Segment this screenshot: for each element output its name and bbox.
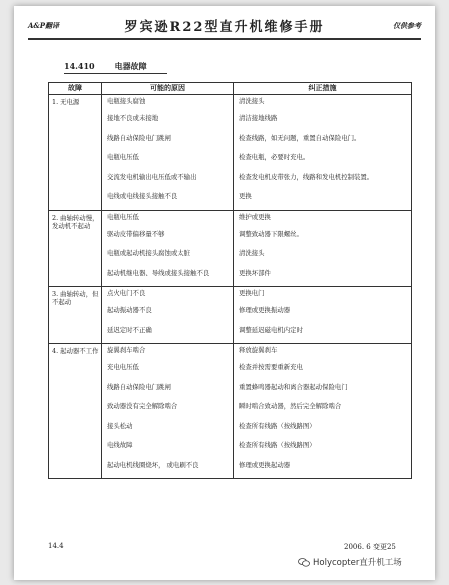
section-number: 14.410 xyxy=(64,61,95,71)
corrective-action: 清洁接地线路 xyxy=(239,114,278,122)
revision-info: 2006. 6 变更25 xyxy=(344,543,396,551)
page-header xyxy=(28,16,421,40)
corrective-action: 检查电瓶，必要时充电。 xyxy=(239,153,310,161)
watermark xyxy=(298,556,402,568)
possible-cause: 充电电压低 xyxy=(107,363,139,371)
corrective-action: 维护或更换 xyxy=(239,212,271,221)
action-cell xyxy=(234,210,412,287)
possible-cause: 电瓶或起动机接头腐蚀或太脏 xyxy=(107,249,191,257)
action-cell xyxy=(234,287,412,344)
disclaimer-label: 仅供参考 xyxy=(393,21,421,30)
corrective-action: 检查发电机皮带张力，线路和发电机控制装置。 xyxy=(239,172,374,181)
possible-cause: 电线故障 xyxy=(107,441,133,449)
watermark-text: Holycopter直升机工场 xyxy=(313,558,402,568)
table-row xyxy=(49,95,412,211)
possible-cause: 线路自动保险电门跳闸 xyxy=(107,133,171,142)
corrective-action: 释放旋翼刹车 xyxy=(239,346,278,354)
possible-cause: 接头松动 xyxy=(107,421,133,430)
possible-cause: 致动器没有完全解除啮合 xyxy=(107,402,178,410)
corrective-action: 瞬时啮合致动器，然后完全解除啮合 xyxy=(239,402,342,410)
corrective-action: 清洗接头 xyxy=(239,97,265,105)
table-header-row xyxy=(49,83,412,95)
manual-title: 罗宾逊R22型直升机维修手册 xyxy=(124,20,325,35)
manual-page xyxy=(14,6,435,580)
possible-cause: 点火电门不良 xyxy=(107,289,146,297)
corrective-action: 检查所有线路（按线路图） xyxy=(239,421,316,430)
section-title: 电器故障 xyxy=(114,61,147,71)
corrective-action: 清洗接头 xyxy=(239,249,265,257)
fault-name: 4. 起动器不工作 xyxy=(52,347,99,355)
possible-cause: 延迟定时不正确 xyxy=(107,325,152,334)
possible-cause: 起动电机线圈烧坏， 或电刷不良 xyxy=(107,460,199,469)
possible-cause: 接地不良或未接地 xyxy=(107,114,159,122)
corrective-action: 调整致动器下限螺丝。 xyxy=(239,229,303,238)
corrective-action: 调整延迟磁电机内定时 xyxy=(239,325,303,334)
possible-cause: 交流发电机输出电压低或不输出 xyxy=(107,172,197,181)
column-header-fault: 故障 xyxy=(49,83,102,95)
cause-cell xyxy=(102,287,234,344)
table-row xyxy=(49,344,412,479)
possible-cause: 电线或电线接头接触不良 xyxy=(107,192,178,200)
corrective-action: 更换 xyxy=(239,192,252,200)
page-number: 14.4 xyxy=(48,542,64,550)
corrective-action: 检查线路，如无问题，重置自动保险电门。 xyxy=(239,133,361,142)
action-cell xyxy=(234,344,412,479)
wechat-icon xyxy=(298,558,310,567)
corrective-action: 重置蜂鸣器起动和离合器起动保险电门 xyxy=(239,382,348,391)
fault-cell xyxy=(49,287,102,344)
corrective-action: 检查并按需要重新充电 xyxy=(239,363,303,371)
possible-cause: 起动振动器不良 xyxy=(107,306,152,314)
column-header-cause: 可能的原因 xyxy=(102,83,234,95)
cause-cell xyxy=(102,344,234,479)
possible-cause: 电瓶电压低 xyxy=(107,153,139,161)
fault-name: 2. 曲轴转动慢，发动机不起动 xyxy=(52,213,99,230)
corrective-action: 检查所有线路（按线路图） xyxy=(239,441,316,449)
section-heading xyxy=(64,61,167,74)
possible-cause: 电瓶电压低 xyxy=(107,212,139,221)
column-header-action: 纠正措施 xyxy=(234,83,412,95)
fault-cell xyxy=(49,95,102,211)
cause-cell xyxy=(102,95,234,211)
corrective-action: 更换坏部件 xyxy=(239,268,271,277)
fault-name: 3. 曲轴转动，但不起动 xyxy=(52,290,99,306)
corrective-action: 修理或更换起动器 xyxy=(239,460,291,469)
translator-label: A&P翻译 xyxy=(28,21,60,30)
cause-cell xyxy=(102,210,234,287)
corrective-action: 修理或更换振动器 xyxy=(239,306,291,314)
possible-cause: 线路自动保险电门跳闸 xyxy=(107,382,171,391)
fault-name: 1. 无电源 xyxy=(52,98,80,106)
possible-cause: 起动机继电器、导线或接头接触不良 xyxy=(107,268,210,277)
troubleshooting-table xyxy=(48,82,412,479)
corrective-action: 更换电门 xyxy=(239,289,265,297)
possible-cause: 驱动皮带偏移量不够 xyxy=(107,229,165,238)
table-row xyxy=(49,210,412,287)
fault-cell xyxy=(49,344,102,479)
possible-cause: 电瓶接头腐蚀 xyxy=(107,97,146,105)
action-cell xyxy=(234,95,412,211)
table-row xyxy=(49,287,412,344)
fault-cell xyxy=(49,210,102,287)
possible-cause: 旋翼刹车啮合 xyxy=(107,346,146,354)
